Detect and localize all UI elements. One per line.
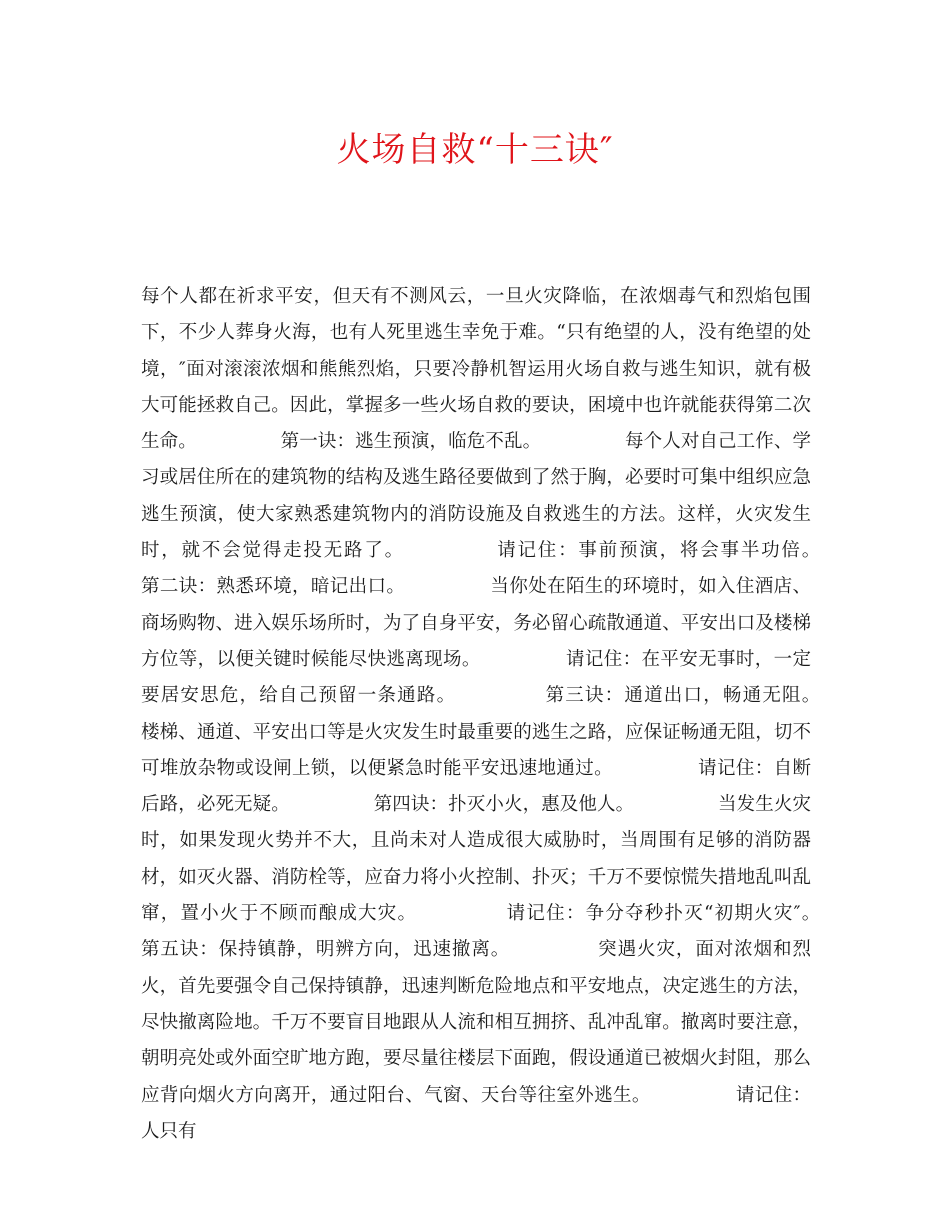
page-title: 火场自救“十三诀″: [336, 130, 614, 170]
body-paragraph: 每个人都在祈求平安，但天有不测风云，一旦火灾降临，在浓烟毒气和烈焰包围下，不少人葬身火海，也有人死里逃生幸免于难。“只有绝望的人，没有绝望的处境，″面对滚滚浓烟和熊熊烈焰，只要冷静机智运用火场自救与逃生知识，就有极大可能拯救自己。因此，掌握多一些火场自救的要诀，困境中也许就能获得第二次生命。 第一诀：逃生预演，临危不乱。 每个人对自己工作、学习或居住所在的建筑物的结构及逃生路径要做到了然于胸，必要时可集中组织应急逃生预演，使大家熟悉建筑物内的消防设施及自救逃生的方法。这样，火灾发生时，就不会觉得走投无路了。 请记住：事前预演，将会事半功倍。 第二诀：熟悉环境，暗记出口。 当你处在陌生的环境时，如入住酒店、商场购物、进入娱乐场所时，为了自身平安，务必留心疏散通道、平安出口及楼梯方位等，以便关键时候能尽快逃离现场。 请记住：在平安无事时，一定要居安思危，给自己预留一条通路。 第三诀：通道出口，畅通无阻。 楼梯、通道、平安出口等是火灾发生时最重要的逃生之路，应保证畅通无阻，切不可堆放杂物或设闸上锁，以便紧急时能平安迅速地通过。 请记住：自断后路，必死无疑。 第四诀：扑灭小火，惠及他人。 当发生火灾时，如果发现火势并不大，且尚未对人造成很大威胁时，当周围有足够的消防器材，如灭火器、消防栓等，应奋力将小火控制、扑灭；千万不要惊慌失措地乱叫乱窜，置小火于不顾而酿成大灾。 请记住：争分夺秒扑灭“初期火灾″。 第五诀：保持镇静，明辨方向，迅速撤离。 突遇火灾，面对浓烟和烈火，首先要强令自己保持镇静，迅速判断危险地点和平安地点，决定逃生的方法，尽快撤离险地。千万不要盲目地跟从人流和相互拥挤、乱冲乱窜。撤离时要注意，朝明亮处或外面空旷地方跑，要尽量往楼层下面跑，假设通道已被烟火封阻，那么应背向烟火方向离开，通过阳台、气窗、天台等往室外逃生。 请记住：人只有: [141, 286, 904, 1142]
